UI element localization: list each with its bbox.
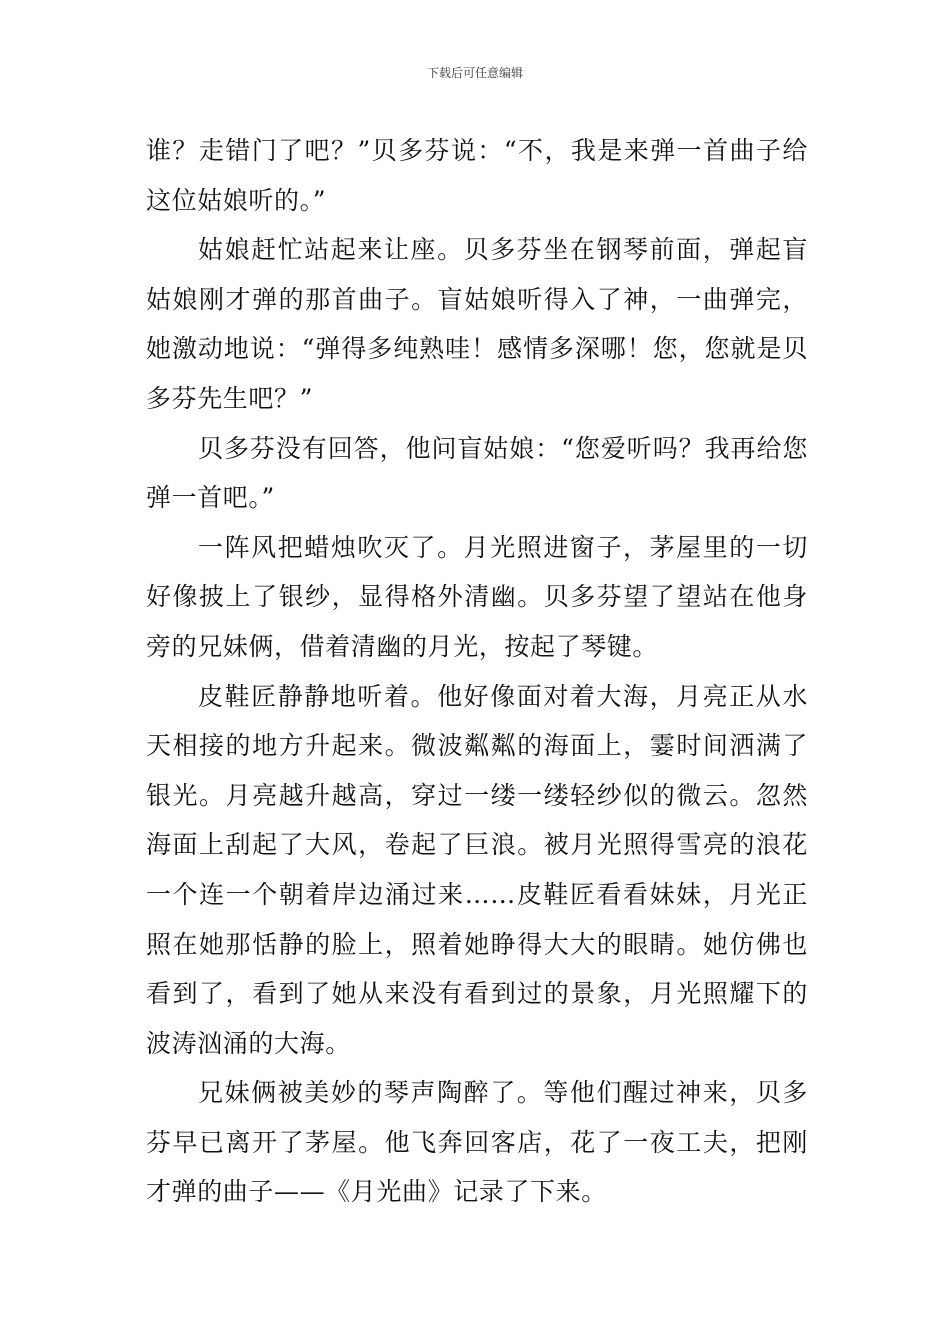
page-header: 下载后可任意编辑: [426, 66, 523, 80]
paragraph-1: 谁？走错门了吧？”贝多芬说：“不，我是来弹一首曲子给这位姑娘听的。”: [146, 136, 808, 215]
paragraph-6: 兄妹俩被美妙的琴声陶醉了。等他们醒过神来，贝多芬早已离开了茅屋。他飞奔回客店，花了一夜工夫，把刚才弹的曲子——《月光曲》记录了下来。: [146, 1078, 808, 1207]
document-body: [146, 126, 808, 1217]
paragraph-3: 贝多芬没有回答，他问盲姑娘：“您爱听吗？我再给您弹一首吧。”: [146, 433, 808, 513]
paragraph-2: 姑娘赶忙站起来让座。贝多芬坐在钢琴前面，弹起盲姑娘刚才弹的那首曲子。盲姑娘听得入了神，一曲弹完，她激动地说：“弹得多纯熟哇！感情多深哪！您，您就是贝多芬先生吧？”: [146, 235, 808, 413]
paragraph-5: 皮鞋匠静静地听着。他好像面对着大海，月亮正从水天相接的地方升起来。微波粼粼的海面上，霎时间洒满了银光。月亮越升越高，穿过一缕一缕轻纱似的微云。忽然海面上刮起了大风，卷起了巨浪。被月光照得雪亮的浪花一个连一个朝着岸边涌过来……皮鞋匠看看妹妹，月光正照在她那恬静的脸上，照着她睁得大大的眼睛。她仿佛也看到了，看到了她从来没有看到过的景象，月光照耀下的波涛汹涌的大海。: [146, 681, 808, 1058]
paragraph-4: 一阵风把蜡烛吹灭了。月光照进窗子，茅屋里的一切好像披上了银纱，显得格外清幽。贝多芬望了望站在他身旁的兄妹俩，借着清幽的月光，按起了琴键。: [146, 532, 808, 661]
